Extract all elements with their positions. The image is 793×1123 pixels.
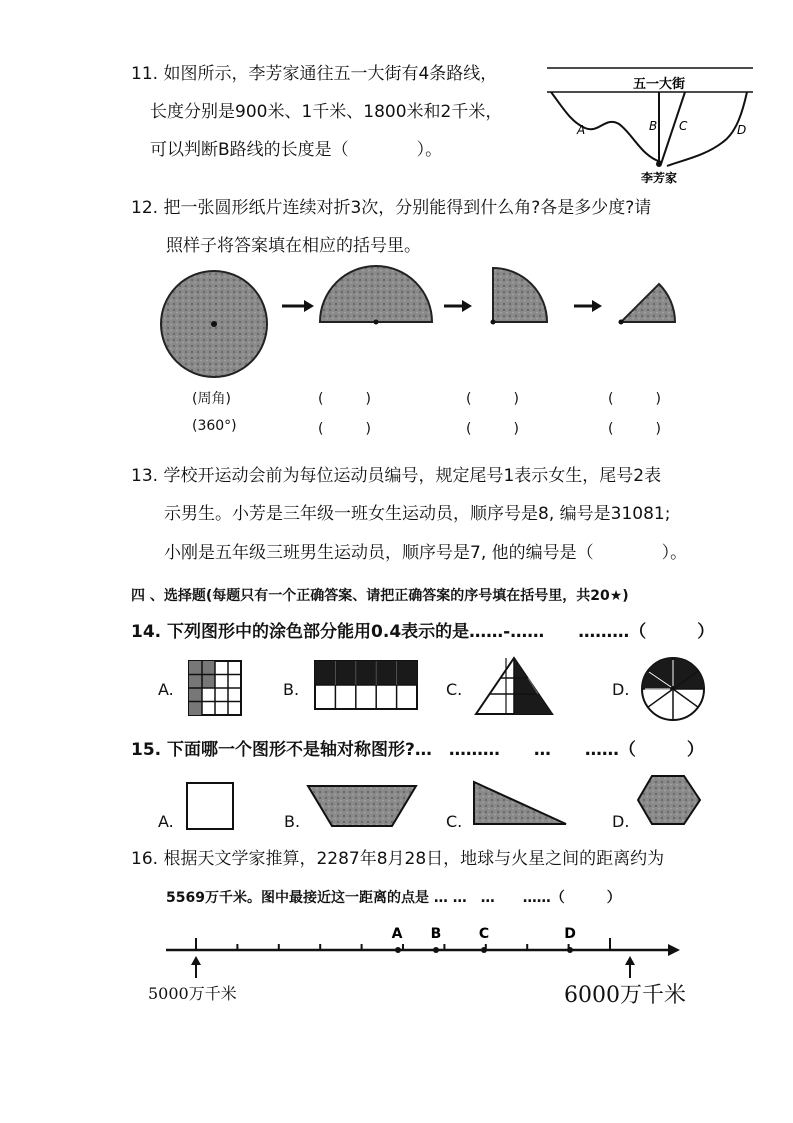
row1-col4: ( ) <box>608 391 661 407</box>
quarter-circle <box>493 268 547 322</box>
q16-line2: 5569万千米。图中最接近这一距离的点是 … … … ……（ ） <box>166 890 621 906</box>
circle-center-dot <box>211 321 217 327</box>
q11-line2: 长度分别是900米、1千米、1800米和2千米， <box>150 102 503 122</box>
q15-hexagon-d <box>636 774 702 828</box>
route-a-line <box>551 92 661 162</box>
q14-circle-d <box>640 656 706 722</box>
q15-option-c-label: C. <box>446 812 463 831</box>
q11-line3: 可以判断B路线的长度是（ ）。 <box>150 140 443 160</box>
q14-rect-b <box>314 660 420 712</box>
q12-line1: 12. 把一张圆形纸片连续对折3次，分别能得到什么角?各是多少度?请 <box>131 198 652 218</box>
point-a-label: A <box>391 926 403 942</box>
q15-option-b-label: B. <box>284 812 301 831</box>
row1-col1: (周角) <box>192 391 231 407</box>
number-line-arrowhead <box>668 944 680 956</box>
row2-col2: ( ) <box>318 421 371 437</box>
q14-option-c-label: C. <box>446 680 463 699</box>
street-label: 五一大街 <box>632 77 686 92</box>
point-d-label: D <box>564 926 576 942</box>
q15-triangle-c <box>472 780 570 828</box>
quarter-vertex <box>491 320 496 325</box>
row2-col3: ( ) <box>466 421 519 437</box>
point-b-label: B <box>430 926 442 942</box>
row1-col3: ( ) <box>466 391 519 407</box>
arrow-2-head <box>462 300 472 312</box>
route-map-figure <box>543 60 763 190</box>
point-c-label: C <box>478 926 490 942</box>
eighth-vertex <box>619 320 624 325</box>
q14-grid-a <box>188 660 244 718</box>
q13-line1: 13. 学校开运动会前为每位运动员编号，规定尾号1表示女生，尾号2表 <box>131 466 662 486</box>
row2-col1: (360°) <box>192 418 237 434</box>
number-line-ticks <box>196 938 610 950</box>
eighth-circle <box>621 284 675 322</box>
q13-line2: 示男生。小芳是三年级一班女生运动员，顺序号是8, 编号是31081; <box>164 504 671 524</box>
point-d <box>567 947 573 953</box>
q14-triangle-c <box>474 656 554 716</box>
point-a <box>395 947 401 953</box>
number-line-figure <box>160 920 700 982</box>
semicircle-vertex <box>374 320 379 325</box>
home-point <box>656 161 662 167</box>
start-up-arrow-head <box>191 956 201 965</box>
q13-line3: 小刚是五年级三班男生运动员，顺序号是7, 他的编号是（ ）。 <box>164 543 688 563</box>
home-label: 李芳家 <box>640 171 678 185</box>
q11-line1: 11. 如图所示，李芳家通往五一大街有4条路线， <box>131 64 498 84</box>
row1-col2: ( ) <box>318 391 371 407</box>
point-b <box>433 947 439 953</box>
route-b-label: B <box>649 119 658 133</box>
arrow-1-head <box>304 300 314 312</box>
row2-col4: ( ) <box>608 421 661 437</box>
semicircle <box>320 266 432 322</box>
q16-line1: 16. 根据天文学家推算，2287年8月28日，地球与火星之间的距离约为 <box>131 849 665 869</box>
q12-line2: 照样子将答案填在相应的括号里。 <box>166 236 421 256</box>
route-d-label: D <box>737 123 747 137</box>
point-c <box>481 947 487 953</box>
q14-option-a-label: A. <box>158 680 174 699</box>
q15-square-a <box>186 782 236 832</box>
q14-text: 14. 下列图形中的涂色部分能用0.4表示的是……-…… ………（ ） <box>131 622 715 642</box>
q14-option-d-label: D. <box>612 680 630 699</box>
end-label: 6000万千米 <box>564 983 686 1008</box>
q15-text: 15. 下面哪一个图形不是轴对称图形?… ……… … ……（ ） <box>131 740 704 760</box>
section-4-title: 四 、选择题(每题只有一个正确答案、请把正确答案的序号填在括号里，共20★) <box>131 588 629 604</box>
arrow-3-head <box>592 300 602 312</box>
folding-figure <box>160 272 720 382</box>
q15-trapezoid-b <box>306 784 420 830</box>
end-up-arrow-head <box>625 956 635 965</box>
q14-option-b-label: B. <box>283 680 300 699</box>
route-c-label: C <box>679 119 688 133</box>
q15-option-d-label: D. <box>612 812 630 831</box>
start-label: 5000万千米 <box>148 984 237 1003</box>
q15-option-a-label: A. <box>158 812 174 831</box>
route-a-label: A <box>577 123 586 137</box>
